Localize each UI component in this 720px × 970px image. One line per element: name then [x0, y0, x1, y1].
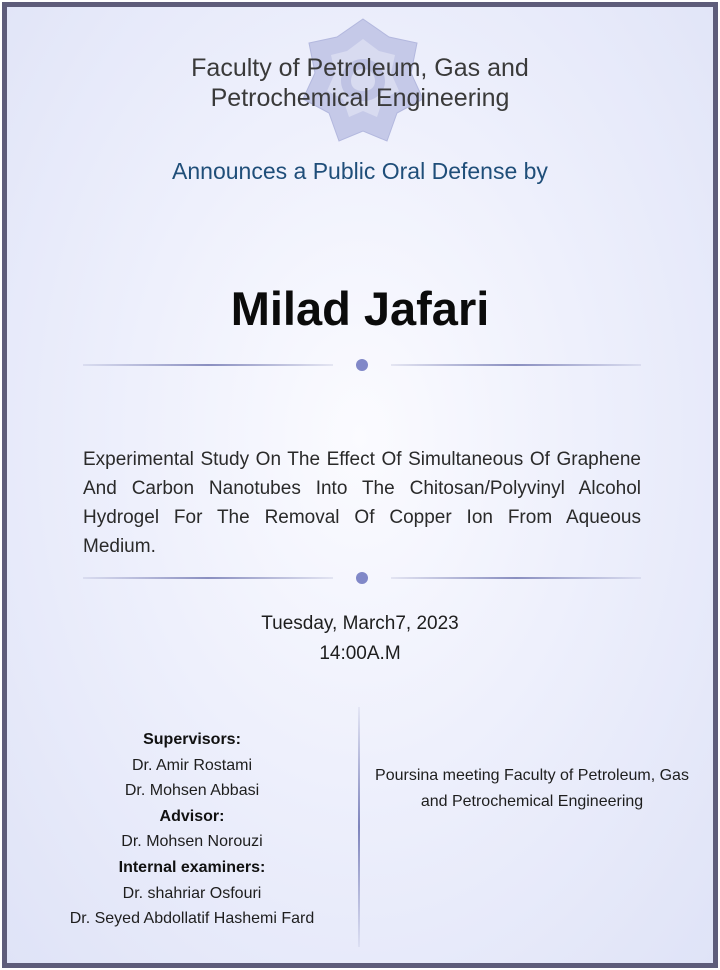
- candidate-name: Milad Jafari: [230, 282, 490, 335]
- examiner-name: Dr. shahriar Osfouri: [122, 884, 262, 902]
- vertical-divider: [358, 707, 360, 947]
- supervisor-name: Dr. Amir Rostami: [131, 756, 252, 774]
- ornamental-divider-bottom: [83, 572, 641, 584]
- defense-date: Tuesday, March7, 2023: [261, 613, 459, 634]
- examiners-heading: Internal examiners:: [118, 858, 266, 876]
- faculty-name-line-1: Faculty of Petroleum, Gas and: [191, 54, 529, 82]
- ornamental-divider-top: [83, 359, 641, 371]
- venue-text: Poursina meeting Faculty of Petroleum, Gas and Petrochemical Engineering: [375, 767, 689, 810]
- thesis-title: Experimental Study On The Effect Of Simultaneous Of Graphene And Carbon Nanotubes Into The Chitosan/Polyvinyl Alcohol Hydrogel For The Removal Of Copper Ion From Aqueous Medium.: [83, 449, 641, 557]
- supervisor-name: Dr. Mohsen Abbasi: [124, 782, 260, 800]
- advisor-heading: Advisor:: [159, 807, 225, 825]
- examiner-name: Dr. Seyed Abdollatif Hashemi Fard: [69, 910, 315, 928]
- supervisors-heading: Supervisors:: [143, 731, 241, 748]
- divider-line: [391, 364, 641, 366]
- divider-line: [83, 577, 333, 579]
- faculty-name-line-2: Petrochemical Engineering: [210, 84, 510, 112]
- poster-frame: [2, 2, 718, 968]
- divider-dot-icon: [356, 572, 368, 584]
- divider-dot-icon: [356, 359, 368, 371]
- committee-list: [27, 727, 357, 932]
- divider-line: [83, 364, 333, 366]
- announcement-text: Announces a Public Oral Defense by: [172, 158, 548, 184]
- divider-line: [391, 577, 641, 579]
- defense-time: 14:00A.M: [319, 643, 401, 664]
- advisor-name: Dr. Mohsen Norouzi: [121, 833, 263, 851]
